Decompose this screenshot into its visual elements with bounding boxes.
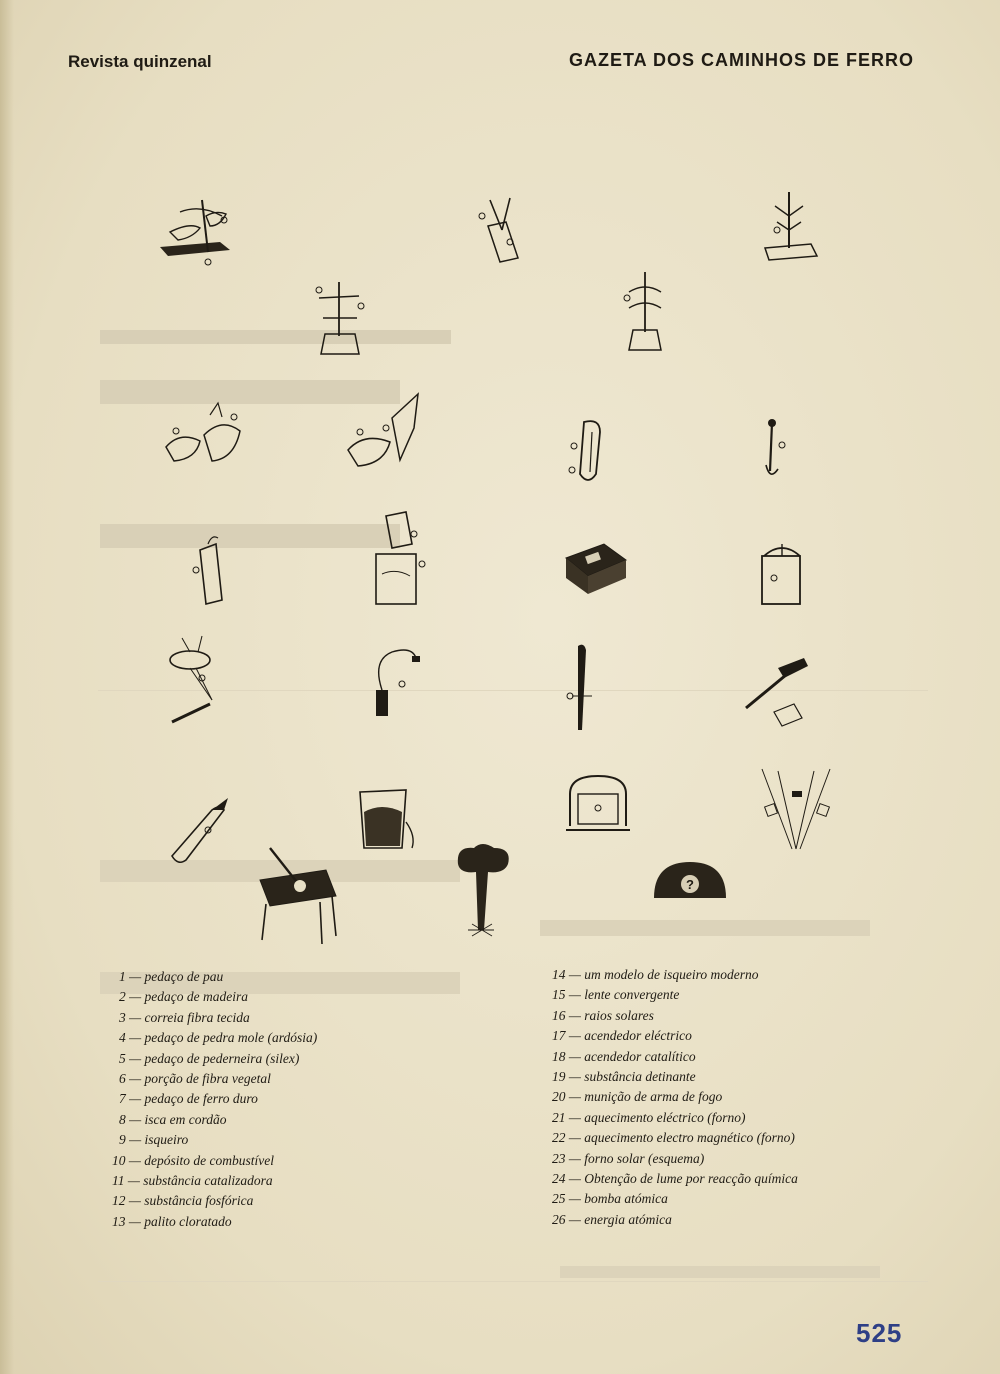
matchbox-drawing bbox=[560, 538, 630, 598]
legend-number: 2 bbox=[119, 989, 126, 1005]
legend-number: 19 bbox=[552, 1069, 566, 1085]
legend-separator: — bbox=[125, 1030, 145, 1046]
legend-item bbox=[552, 1169, 798, 1189]
legend-separator: — bbox=[125, 1071, 145, 1087]
catalytic-lighter-drawing bbox=[186, 530, 236, 610]
legend-item bbox=[552, 1149, 798, 1169]
legend-number: 12 bbox=[112, 1193, 126, 1209]
legend-number: 17 bbox=[552, 1028, 566, 1044]
legend-separator: — bbox=[125, 1111, 145, 1127]
legend-separator: — bbox=[565, 1007, 585, 1023]
legend-separator: — bbox=[565, 1089, 585, 1105]
legend-number: 10 bbox=[112, 1152, 126, 1168]
legend-text: pedaço de madeira bbox=[144, 989, 248, 1005]
legend-separator: — bbox=[565, 1109, 585, 1125]
illustration-flint-striking-2 bbox=[340, 388, 430, 483]
legend-separator: — bbox=[125, 1091, 145, 1107]
illustration-fuel-canister bbox=[362, 510, 432, 615]
legend-item bbox=[112, 1171, 317, 1191]
illustration-hammer bbox=[738, 652, 828, 737]
legend-separator: — bbox=[125, 1213, 145, 1229]
dome-drawing bbox=[650, 858, 730, 908]
legend-separator: — bbox=[125, 1009, 145, 1025]
legend-item bbox=[112, 1110, 317, 1130]
illustration-catalytic-lighter bbox=[186, 530, 236, 615]
legend-text: substância detinante bbox=[584, 1069, 696, 1085]
legend-text: pedaço de ferro duro bbox=[144, 1091, 258, 1107]
legend-number: 9 bbox=[119, 1132, 126, 1148]
electric-lighter-drawing bbox=[362, 640, 432, 730]
svg-text:?: ? bbox=[686, 877, 694, 892]
legend-text: acendedor catalítico bbox=[584, 1048, 696, 1064]
solar-oven-drawing bbox=[752, 765, 842, 865]
atomic-bomb-drawing bbox=[448, 840, 518, 940]
legend-number: 14 bbox=[552, 967, 566, 982]
legend-item bbox=[552, 1026, 798, 1046]
fuel-canister-drawing bbox=[362, 510, 432, 610]
illustration-atomic-bomb bbox=[448, 840, 518, 945]
legend-separator: — bbox=[565, 1048, 585, 1064]
legend-text: forno solar (esquema) bbox=[584, 1150, 705, 1166]
legend-item bbox=[112, 1049, 317, 1069]
legend-number: 22 bbox=[552, 1130, 566, 1146]
lens-sun-drawing bbox=[162, 630, 242, 740]
legend-right-column bbox=[552, 965, 798, 1230]
illustration-lens-sun bbox=[162, 630, 242, 745]
legend-number: 7 bbox=[119, 1091, 126, 1107]
match-drawing bbox=[562, 640, 602, 740]
legend-text: pedaço de pedra mole (ardósia) bbox=[144, 1030, 318, 1046]
legend-text: substância catalizadora bbox=[143, 1173, 273, 1189]
legend-text: um modelo de isqueiro moderno bbox=[584, 967, 759, 982]
illustration-burner-grid bbox=[240, 840, 350, 955]
legend-number: 8 bbox=[119, 1111, 126, 1127]
legend-left-column bbox=[112, 967, 317, 1232]
legend-text: raios solares bbox=[584, 1007, 654, 1023]
show-through-block-1 bbox=[100, 290, 451, 344]
legend-item bbox=[112, 1151, 317, 1171]
legend-text: palito cloratado bbox=[144, 1213, 232, 1229]
legend-text: Obtenção de lume por reacção química bbox=[584, 1171, 798, 1187]
illustration-pump-drill bbox=[305, 278, 375, 363]
show-through-block-5 bbox=[560, 1240, 880, 1278]
illustration-ammunition bbox=[162, 790, 242, 875]
legend-number: 24 bbox=[552, 1171, 566, 1187]
legend-text: isca em cordão bbox=[144, 1111, 227, 1127]
legend-number: 6 bbox=[119, 1071, 126, 1087]
electric-oven-drawing bbox=[562, 770, 632, 850]
header-left: Revista quinzenal bbox=[68, 52, 212, 71]
flint-lighter-drawing bbox=[752, 415, 792, 485]
illustration-bow-drill-stand-right bbox=[755, 186, 825, 271]
legend-number: 13 bbox=[112, 1213, 126, 1229]
cord-drill-drawing bbox=[615, 268, 675, 358]
flint-striking-drawing-1 bbox=[160, 395, 250, 475]
legend-separator: — bbox=[565, 1171, 585, 1187]
legend-number: 3 bbox=[119, 1009, 126, 1025]
illustration-fire-drill bbox=[150, 192, 240, 267]
legend-item bbox=[112, 987, 317, 1007]
page-number: 525 bbox=[856, 1318, 903, 1348]
illustration-matchbox bbox=[560, 538, 630, 603]
legend-separator: — bbox=[565, 1130, 585, 1146]
legend-number: 5 bbox=[119, 1050, 126, 1066]
legend-item bbox=[552, 965, 798, 985]
legend-text: porção de fibra vegetal bbox=[144, 1071, 271, 1087]
legend-item bbox=[552, 985, 798, 1005]
illustration-flint-striking-1 bbox=[160, 395, 250, 480]
modern-lighter-drawing bbox=[752, 538, 812, 608]
legend-separator: — bbox=[125, 1152, 145, 1168]
legend-text: pedaço de pau bbox=[144, 969, 224, 984]
legend-item bbox=[112, 1089, 317, 1109]
bow-drill-stand-drawing bbox=[755, 186, 825, 266]
legend-text: aquecimento electro magnético (forno) bbox=[584, 1130, 795, 1146]
legend-item bbox=[112, 967, 317, 987]
legend-item bbox=[112, 1008, 317, 1028]
legend-text: correia fibra tecida bbox=[144, 1009, 250, 1025]
legend-text: isqueiro bbox=[144, 1132, 189, 1148]
illustration-flint-lighter bbox=[752, 415, 792, 490]
fire-plough-drawing bbox=[470, 196, 530, 266]
legend-number: 18 bbox=[552, 1048, 566, 1064]
legend-item bbox=[552, 1067, 798, 1087]
legend-separator: — bbox=[565, 1211, 585, 1227]
illustration-match bbox=[562, 640, 602, 745]
legend-text: pedaço de pederneira (silex) bbox=[144, 1050, 300, 1066]
legend-item bbox=[112, 1130, 317, 1150]
legend-separator: — bbox=[125, 989, 145, 1005]
chemical-jar-drawing bbox=[352, 782, 422, 862]
legend-number: 21 bbox=[552, 1109, 566, 1125]
illustration-dome-unknown bbox=[650, 858, 730, 913]
legend-number: 25 bbox=[552, 1191, 566, 1207]
legend-text: substância fosfórica bbox=[144, 1193, 254, 1209]
legend-item bbox=[552, 1087, 798, 1107]
spine-shadow bbox=[0, 0, 14, 1374]
legend-item bbox=[112, 1212, 317, 1232]
burner-grid-drawing bbox=[240, 840, 350, 950]
legend-number: 16 bbox=[552, 1007, 566, 1023]
legend-number: 4 bbox=[119, 1030, 126, 1046]
legend-item bbox=[112, 1191, 317, 1211]
legend-separator: — bbox=[565, 987, 585, 1003]
illustration-modern-lighter bbox=[752, 538, 812, 613]
legend-item bbox=[552, 1210, 798, 1230]
legend-number: 23 bbox=[552, 1150, 566, 1166]
legend-item bbox=[552, 1108, 798, 1128]
illustration-cord-drill bbox=[615, 268, 675, 363]
ammunition-drawing bbox=[162, 790, 242, 870]
illustration-electric-oven bbox=[562, 770, 632, 855]
pump-drill-drawing bbox=[305, 278, 375, 358]
illustration-fire-plough bbox=[470, 196, 530, 271]
legend-text: bomba atómica bbox=[584, 1191, 668, 1207]
legend-item bbox=[552, 1047, 798, 1067]
legend-separator: — bbox=[124, 1173, 144, 1189]
legend-text: depósito de combustível bbox=[144, 1152, 274, 1168]
legend-separator: — bbox=[125, 969, 145, 984]
legend-separator: — bbox=[565, 1069, 585, 1085]
legend-separator: — bbox=[125, 1050, 145, 1066]
legend-separator: — bbox=[125, 1132, 145, 1148]
legend-item bbox=[112, 1069, 317, 1089]
illustration-solar-oven bbox=[752, 765, 842, 870]
hammer-drawing bbox=[738, 652, 828, 732]
legend-number: 1 bbox=[119, 969, 126, 984]
legend-item bbox=[552, 1006, 798, 1026]
legend-number: 20 bbox=[552, 1089, 566, 1105]
illustration-electric-lighter bbox=[362, 640, 432, 735]
fire-drill-drawing bbox=[150, 192, 240, 262]
legend-separator: — bbox=[125, 1193, 145, 1209]
legend-text: acendedor eléctrico bbox=[584, 1028, 692, 1044]
legend-separator: — bbox=[565, 1028, 585, 1044]
illustration-chemical-jar bbox=[352, 782, 422, 867]
legend-text: munição de arma de fogo bbox=[584, 1089, 723, 1105]
legend-number: 11 bbox=[112, 1173, 125, 1189]
legend-item bbox=[112, 1028, 317, 1048]
legend-text: aquecimento eléctrico (forno) bbox=[584, 1109, 746, 1125]
legend-text: lente convergente bbox=[584, 987, 680, 1003]
tinder-lighter-drawing bbox=[560, 412, 620, 492]
legend-separator: — bbox=[565, 967, 585, 982]
legend-text: energia atómica bbox=[584, 1211, 672, 1227]
illustration-tinder-lighter bbox=[560, 412, 620, 497]
legend-number: 15 bbox=[552, 987, 566, 1003]
header-right: GAZETA DOS CAMINHOS DE FERRO bbox=[568, 50, 914, 70]
flint-striking-drawing-2 bbox=[340, 388, 430, 478]
legend-number: 26 bbox=[552, 1211, 566, 1227]
legend-item bbox=[552, 1189, 798, 1209]
legend-separator: — bbox=[565, 1150, 585, 1166]
legend-item bbox=[552, 1128, 798, 1148]
legend-separator: — bbox=[565, 1191, 585, 1207]
